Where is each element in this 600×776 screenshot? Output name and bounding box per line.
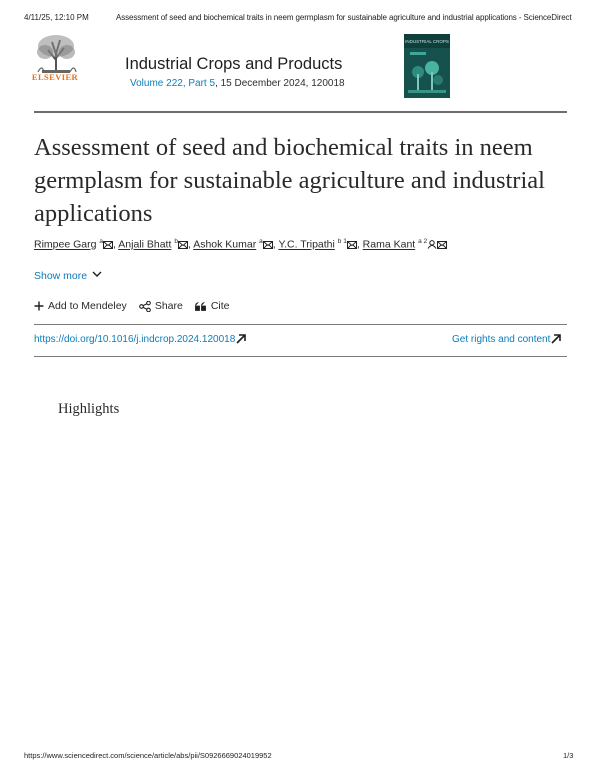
journal-cover-image[interactable] xyxy=(404,34,450,98)
masthead-divider xyxy=(34,111,567,113)
cover-title-text: INDUSTRIAL CROPS xyxy=(405,39,449,44)
elsevier-tree-icon xyxy=(30,32,82,76)
volume-info xyxy=(130,78,345,89)
actions-divider xyxy=(34,324,567,325)
chevron-down-icon xyxy=(90,270,102,282)
author-affiliation-sup[interactable]: b 1 xyxy=(337,238,347,245)
add-to-mendeley-label: Add to Mendeley xyxy=(48,300,127,312)
author-affiliation-sup[interactable]: a xyxy=(259,238,263,245)
elsevier-wordmark: ELSEVIER xyxy=(31,72,79,82)
author-list xyxy=(34,238,447,252)
share-button[interactable] xyxy=(139,300,183,312)
author-affiliation-sup[interactable]: b xyxy=(174,238,178,245)
article-actions xyxy=(34,300,242,312)
issue-date-id: , 15 December 2024, 120018 xyxy=(215,78,345,89)
highlights-heading: Highlights xyxy=(58,401,120,417)
share-label: Share xyxy=(154,300,183,312)
show-more-label: Show more xyxy=(34,270,88,282)
get-rights-text: Get rights and content xyxy=(452,333,551,345)
doi-divider xyxy=(34,356,567,357)
email-icon[interactable] xyxy=(263,240,273,252)
add-to-mendeley-button[interactable] xyxy=(34,300,127,312)
author-link[interactable]: Rama Kant xyxy=(362,238,416,251)
email-icon[interactable] xyxy=(103,240,113,252)
quote-icon xyxy=(195,302,207,311)
author-separator: , xyxy=(356,238,363,251)
email-icon[interactable] xyxy=(347,240,357,252)
cover-art-icon xyxy=(404,34,450,98)
email-icon[interactable] xyxy=(437,240,447,252)
cite-button[interactable] xyxy=(195,300,230,312)
share-icon xyxy=(139,301,151,312)
author-separator: , xyxy=(113,238,119,251)
print-page-title: Assessment of seed and biochemical traits in neem germplasm for sustainable agriculture and industrial applications - ScienceDirect xyxy=(116,13,572,22)
email-icon[interactable] xyxy=(178,240,188,252)
author-affiliation-sup[interactable]: a 2 xyxy=(418,238,428,245)
author-link[interactable]: Ashok Kumar xyxy=(193,238,257,251)
author-separator: , xyxy=(272,238,279,251)
get-rights-link[interactable] xyxy=(452,333,562,345)
external-link-icon xyxy=(550,333,562,345)
journal-name[interactable]: Industrial Crops and Products xyxy=(125,55,343,73)
author-separator: , xyxy=(187,238,194,251)
doi-link[interactable] xyxy=(34,333,247,345)
person-icon[interactable] xyxy=(427,240,437,252)
author-affiliation-sup[interactable]: a xyxy=(99,238,103,245)
plus-icon xyxy=(34,301,44,311)
volume-link[interactable]: Volume 222, Part 5 xyxy=(130,78,216,89)
external-link-icon xyxy=(235,333,247,345)
print-footer-url: https://www.sciencedirect.com/science/article/abs/pii/S0926669024019952 xyxy=(24,751,272,760)
print-page-number: 1/3 xyxy=(563,751,574,760)
doi-text: https://doi.org/10.1016/j.indcrop.2024.120018 xyxy=(34,333,236,345)
author-link[interactable]: Anjali Bhatt xyxy=(118,238,172,251)
cite-label: Cite xyxy=(210,300,230,312)
print-datetime: 4/11/25, 12:10 PM xyxy=(24,13,89,22)
article-title: Assessment of seed and biochemical traits in neem germplasm for sustainable agriculture and industrial applications xyxy=(34,134,545,227)
author-link[interactable]: Y.C. Tripathi xyxy=(278,238,335,251)
author-link[interactable]: Rimpee Garg xyxy=(34,238,97,251)
show-more-button[interactable] xyxy=(34,270,102,282)
